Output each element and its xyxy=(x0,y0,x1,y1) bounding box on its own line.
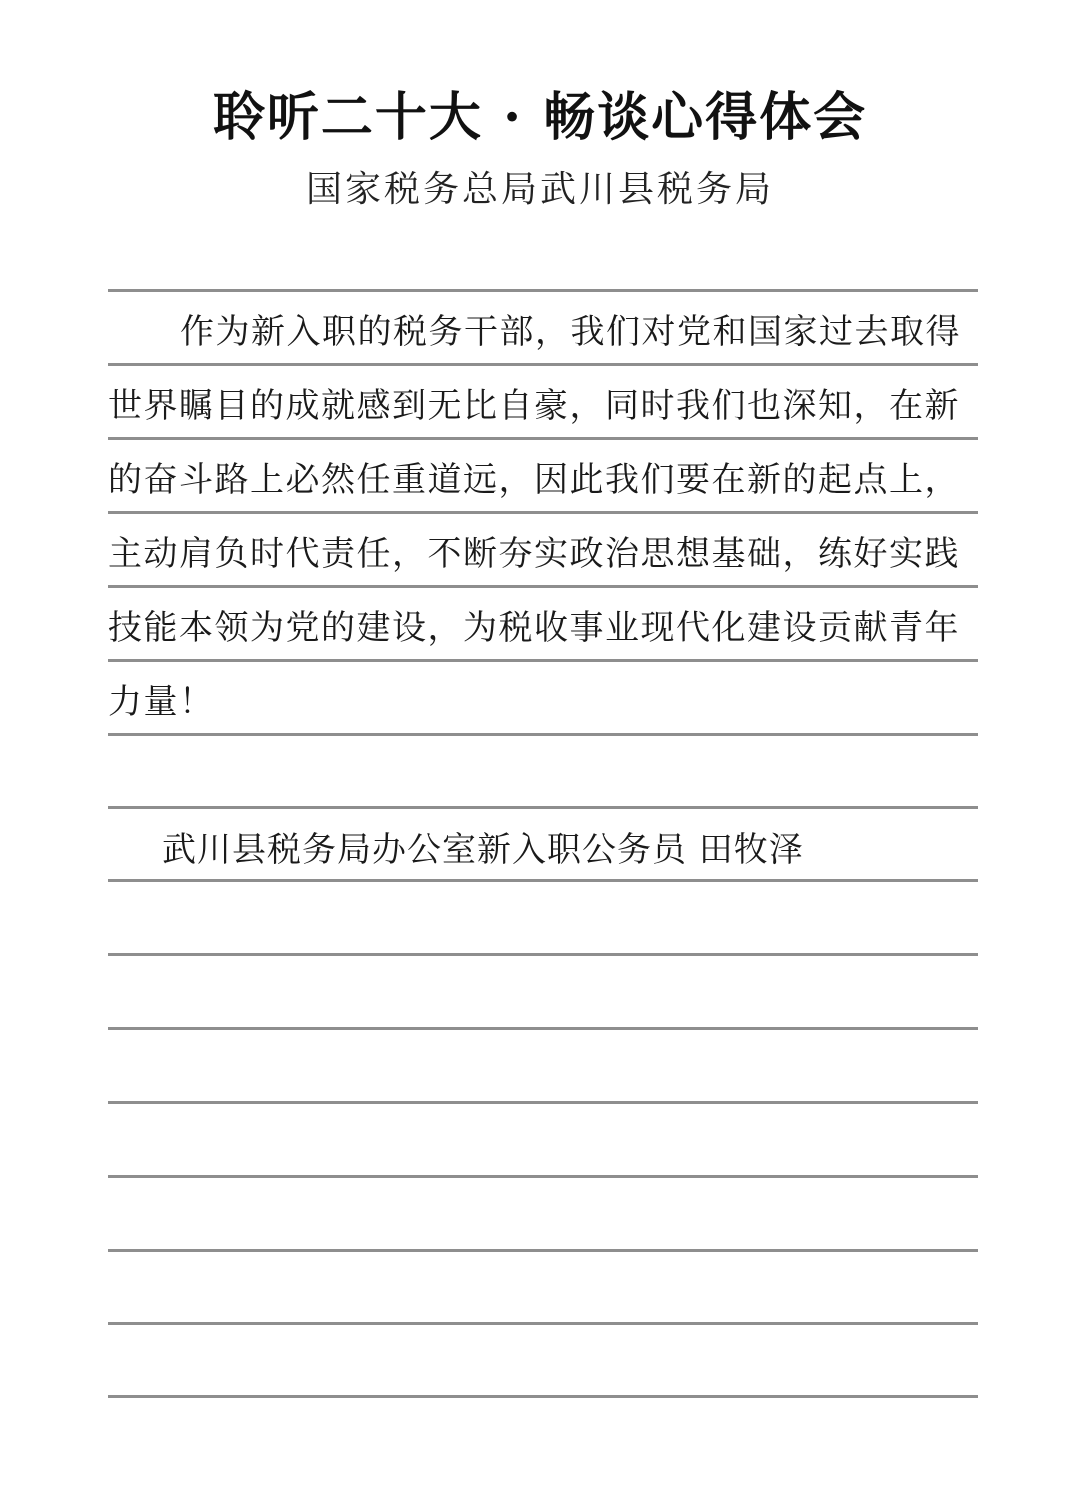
ruled-line xyxy=(108,1249,978,1252)
ruled-line xyxy=(108,1395,978,1398)
ruled-line xyxy=(108,1322,978,1325)
ruled-line xyxy=(108,585,978,588)
ruled-line xyxy=(108,437,978,440)
ruled-line xyxy=(108,1027,978,1030)
signature-line: 武川县税务局办公室新入职公务员 田牧泽 xyxy=(162,830,804,870)
ruled-line xyxy=(108,733,978,736)
body-line: 的奋斗路上必然任重道远，因此我们要在新的起点上， xyxy=(108,460,960,500)
ruled-line xyxy=(108,879,978,882)
ruled-line xyxy=(108,953,978,956)
body-line: 力量！ xyxy=(108,682,215,722)
ruled-line xyxy=(108,289,978,292)
ruled-line xyxy=(108,363,978,366)
body-line: 世界瞩目的成就感到无比自豪，同时我们也深知，在新 xyxy=(108,386,960,426)
body-line: 作为新入职的税务干部，我们对党和国家过去取得 xyxy=(180,312,961,352)
ruled-line xyxy=(108,1175,978,1178)
ruled-line xyxy=(108,659,978,662)
page-title: 聆听二十大 · 畅谈心得体会 xyxy=(212,87,868,148)
page-subtitle: 国家税务总局武川县税务局 xyxy=(305,169,774,210)
body-line: 技能本领为党的建设，为税收事业现代化建设贡献青年 xyxy=(108,608,960,648)
ruled-line xyxy=(108,511,978,514)
ruled-line xyxy=(108,1101,978,1104)
body-line: 主动肩负时代责任，不断夯实政治思想基础，练好实践 xyxy=(108,534,960,574)
ruled-line xyxy=(108,806,978,809)
